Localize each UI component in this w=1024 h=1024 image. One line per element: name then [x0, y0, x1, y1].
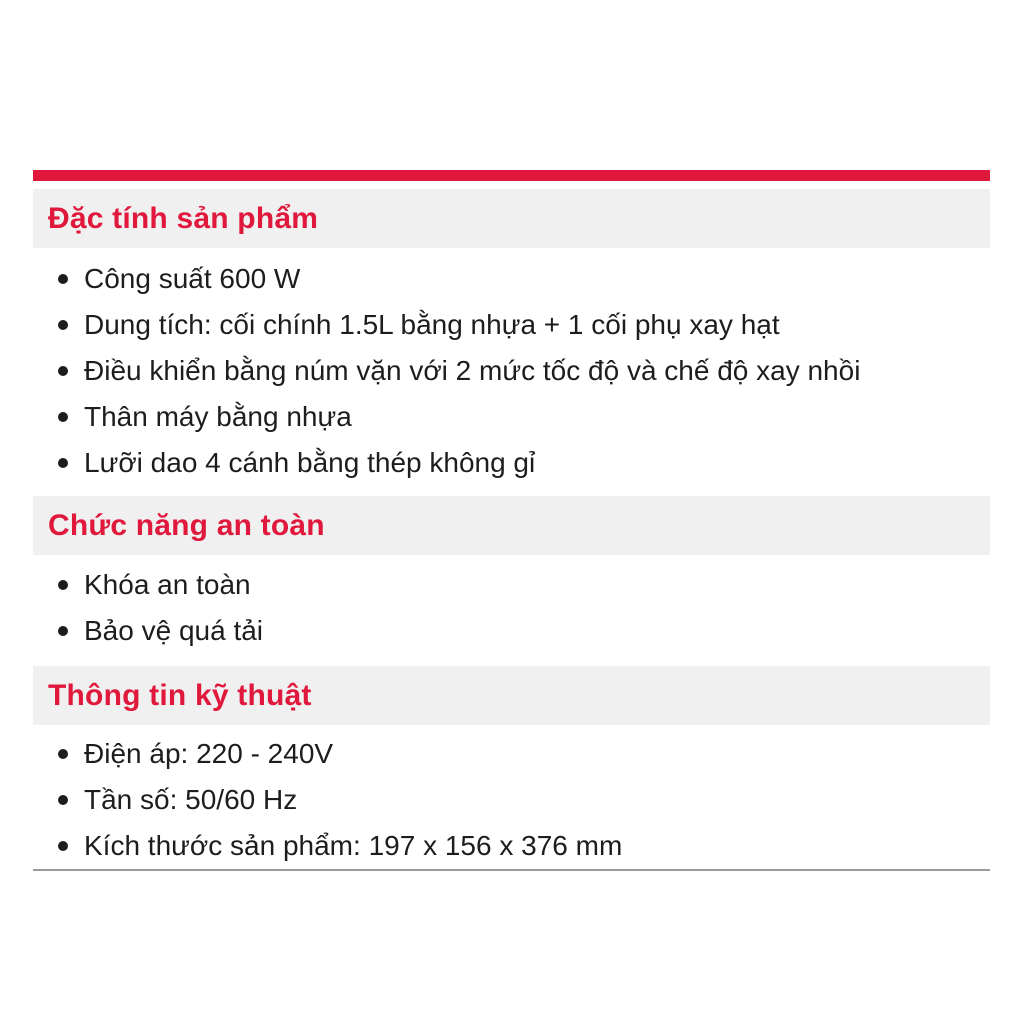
list-item — [33, 348, 990, 394]
list-item — [33, 440, 990, 486]
section-header-safety-functions — [33, 496, 990, 555]
list-item — [33, 608, 990, 654]
section-technical-info — [33, 666, 990, 869]
section-title: Thông tin kỹ thuật — [48, 678, 312, 712]
bullet-icon — [58, 274, 68, 284]
list-item — [33, 562, 990, 608]
section-header-technical-info — [33, 666, 990, 725]
list-item — [33, 394, 990, 440]
list-item-text: Điện áp: 220 - 240V — [84, 738, 334, 770]
safety-list — [33, 555, 990, 658]
bullet-icon — [58, 320, 68, 330]
bullet-icon — [58, 580, 68, 590]
list-item-text: Bảo vệ quá tải — [84, 615, 264, 647]
list-item — [33, 731, 990, 777]
list-item-text: Điều khiển bằng núm vặn với 2 mức tốc độ và chế độ xay nhồi — [84, 355, 861, 387]
list-item-text: Dung tích: cối chính 1.5L bằng nhựa + 1 cối phụ xay hạt — [84, 309, 780, 341]
bullet-icon — [58, 366, 68, 376]
top-accent-bar — [33, 170, 990, 181]
list-item-text: Thân máy bằng nhựa — [84, 401, 352, 433]
list-item — [33, 823, 990, 869]
list-item-text: Lưỡi dao 4 cánh bằng thép không gỉ — [84, 447, 536, 479]
section-safety-functions — [33, 496, 990, 658]
spec-content — [33, 0, 990, 871]
list-item — [33, 256, 990, 302]
section-product-features — [33, 189, 990, 488]
list-item-text: Công suất 600 W — [84, 263, 301, 295]
bullet-icon — [58, 626, 68, 636]
list-item — [33, 777, 990, 823]
bottom-divider — [33, 869, 990, 871]
section-title: Đặc tính sản phẩm — [48, 201, 319, 235]
list-item-text: Khóa an toàn — [84, 569, 251, 601]
section-title: Chức năng an toàn — [48, 508, 325, 542]
list-item-text: Kích thước sản phẩm: 197 x 156 x 376 mm — [84, 830, 623, 862]
feature-list — [33, 248, 990, 488]
bullet-icon — [58, 412, 68, 422]
list-item — [33, 302, 990, 348]
technical-list — [33, 725, 990, 869]
bullet-icon — [58, 458, 68, 468]
section-header-product-features — [33, 189, 990, 248]
bullet-icon — [58, 841, 68, 851]
list-item-text: Tần số: 50/60 Hz — [84, 784, 298, 816]
bullet-icon — [58, 749, 68, 759]
bullet-icon — [58, 795, 68, 805]
